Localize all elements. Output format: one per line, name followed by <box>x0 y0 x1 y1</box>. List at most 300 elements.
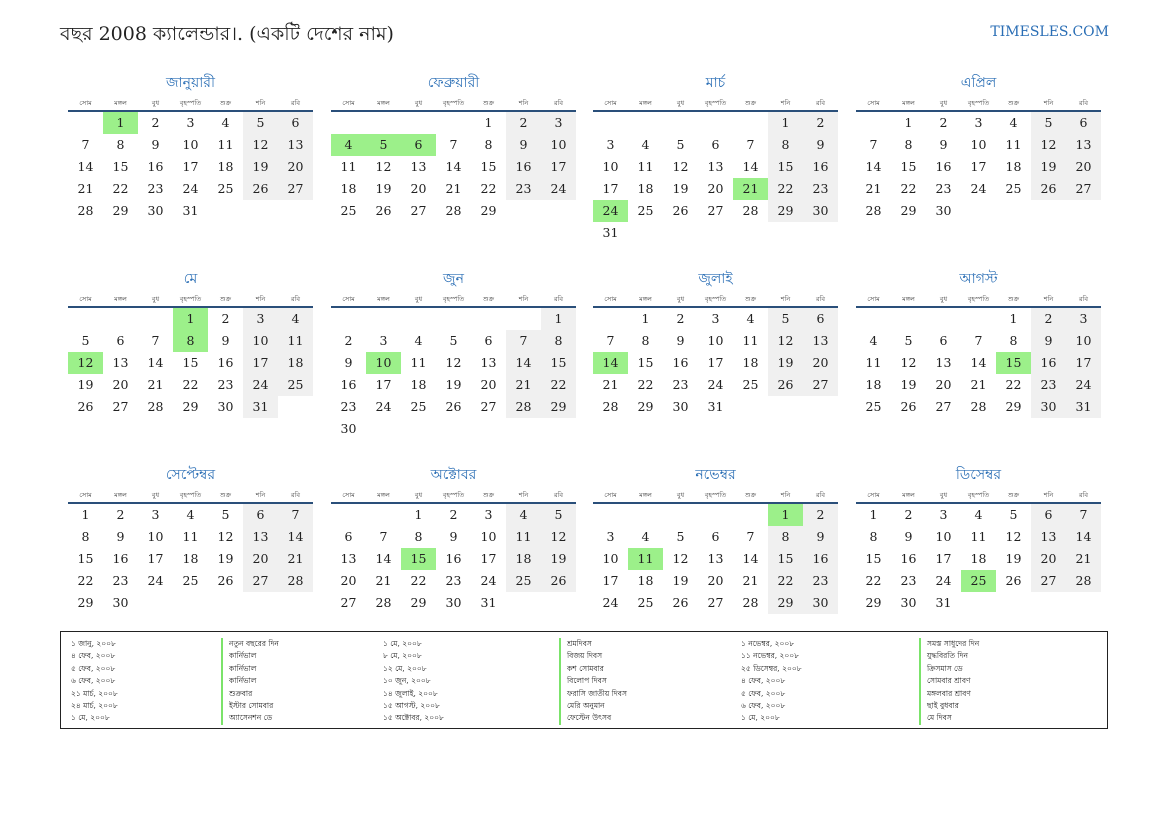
day-cell[interactable]: 28 <box>445 203 462 218</box>
day-cell[interactable]: 14 <box>865 159 882 174</box>
day-cell[interactable]: 12 <box>217 529 234 544</box>
day-cell[interactable]: 6 <box>243 504 278 526</box>
day-cell[interactable]: 11 <box>340 159 357 174</box>
day-cell[interactable]: 15 <box>541 352 576 374</box>
day-cell[interactable]: 26 <box>375 203 392 218</box>
day-cell[interactable]: 16 <box>1031 352 1066 374</box>
day-cell[interactable]: 29 <box>768 200 803 222</box>
day-cell[interactable]: 16 <box>803 156 838 178</box>
day-cell[interactable]: 14 <box>506 352 541 374</box>
day-cell[interactable]: 4 <box>506 504 541 526</box>
day-cell[interactable]: 27 <box>707 203 724 218</box>
holiday-day-cell[interactable]: 21 <box>733 178 768 200</box>
day-cell[interactable]: 26 <box>768 374 803 396</box>
day-cell[interactable]: 19 <box>672 573 689 588</box>
day-cell[interactable]: 25 <box>182 573 199 588</box>
day-cell[interactable]: 18 <box>637 181 654 196</box>
day-cell[interactable]: 24 <box>602 595 619 610</box>
day-cell[interactable]: 28 <box>602 399 619 414</box>
day-cell[interactable]: 21 <box>147 377 164 392</box>
day-cell[interactable]: 31 <box>935 595 952 610</box>
day-cell[interactable]: 1 <box>904 115 913 130</box>
day-cell[interactable]: 29 <box>637 399 654 414</box>
day-cell[interactable]: 14 <box>147 355 164 370</box>
day-cell[interactable]: 25 <box>865 399 882 414</box>
day-cell[interactable]: 26 <box>217 573 234 588</box>
day-cell[interactable]: 11 <box>742 333 759 348</box>
day-cell[interactable]: 25 <box>637 595 654 610</box>
day-cell[interactable]: 14 <box>278 526 313 548</box>
day-cell[interactable]: 12 <box>375 159 392 174</box>
day-cell[interactable]: 13 <box>707 159 724 174</box>
day-cell[interactable]: 5 <box>1009 507 1018 522</box>
holiday-day-cell[interactable]: 1 <box>768 504 803 526</box>
day-cell[interactable]: 6 <box>344 529 353 544</box>
day-cell[interactable]: 10 <box>480 529 497 544</box>
day-cell[interactable]: 21 <box>506 374 541 396</box>
day-cell[interactable]: 25 <box>278 374 313 396</box>
day-cell[interactable]: 7 <box>151 333 160 348</box>
day-cell[interactable]: 30 <box>147 203 164 218</box>
day-cell[interactable]: 14 <box>77 159 94 174</box>
day-cell[interactable]: 1 <box>414 507 423 522</box>
day-cell[interactable]: 6 <box>711 137 720 152</box>
holiday-day-cell[interactable]: 10 <box>366 352 401 374</box>
day-cell[interactable]: 24 <box>1066 374 1101 396</box>
day-cell[interactable]: 4 <box>186 507 195 522</box>
day-cell[interactable]: 16 <box>147 159 164 174</box>
day-cell[interactable]: 24 <box>480 573 497 588</box>
day-cell[interactable]: 13 <box>707 551 724 566</box>
day-cell[interactable]: 21 <box>602 377 619 392</box>
day-cell[interactable]: 16 <box>672 355 689 370</box>
day-cell[interactable]: 4 <box>974 507 983 522</box>
day-cell[interactable]: 26 <box>445 399 462 414</box>
day-cell[interactable]: 19 <box>77 377 94 392</box>
holiday-day-cell[interactable]: 1 <box>103 112 138 134</box>
day-cell[interactable]: 2 <box>676 311 685 326</box>
day-cell[interactable]: 2 <box>1031 308 1066 330</box>
day-cell[interactable]: 11 <box>865 355 882 370</box>
day-cell[interactable]: 1 <box>869 507 878 522</box>
day-cell[interactable]: 24 <box>375 399 392 414</box>
day-cell[interactable]: 25 <box>1005 181 1022 196</box>
day-cell[interactable]: 5 <box>904 333 913 348</box>
holiday-day-cell[interactable]: 6 <box>401 134 436 156</box>
day-cell[interactable]: 11 <box>410 355 427 370</box>
day-cell[interactable]: 6 <box>711 529 720 544</box>
holiday-day-cell[interactable]: 24 <box>593 200 628 222</box>
day-cell[interactable]: 13 <box>803 330 838 352</box>
day-cell[interactable]: 7 <box>379 529 388 544</box>
day-cell[interactable]: 30 <box>803 592 838 614</box>
day-cell[interactable]: 13 <box>935 355 952 370</box>
day-cell[interactable]: 16 <box>900 551 917 566</box>
day-cell[interactable]: 24 <box>707 377 724 392</box>
day-cell[interactable]: 10 <box>1066 330 1101 352</box>
day-cell[interactable]: 8 <box>484 137 493 152</box>
day-cell[interactable]: 4 <box>1009 115 1018 130</box>
day-cell[interactable]: 27 <box>480 399 497 414</box>
day-cell[interactable]: 27 <box>410 203 427 218</box>
day-cell[interactable]: 4 <box>746 311 755 326</box>
day-cell[interactable]: 15 <box>637 355 654 370</box>
day-cell[interactable]: 28 <box>1066 570 1101 592</box>
day-cell[interactable]: 23 <box>217 377 234 392</box>
day-cell[interactable]: 8 <box>414 529 423 544</box>
day-cell[interactable]: 18 <box>742 355 759 370</box>
day-cell[interactable]: 20 <box>1031 548 1066 570</box>
holiday-day-cell[interactable]: 4 <box>331 134 366 156</box>
day-cell[interactable]: 6 <box>939 333 948 348</box>
day-cell[interactable]: 3 <box>541 112 576 134</box>
day-cell[interactable]: 21 <box>1066 548 1101 570</box>
day-cell[interactable]: 14 <box>742 159 759 174</box>
day-cell[interactable]: 4 <box>278 308 313 330</box>
day-cell[interactable]: 8 <box>768 134 803 156</box>
day-cell[interactable]: 18 <box>410 377 427 392</box>
day-cell[interactable]: 24 <box>970 181 987 196</box>
day-cell[interactable]: 8 <box>768 526 803 548</box>
day-cell[interactable]: 2 <box>221 311 230 326</box>
day-cell[interactable]: 7 <box>746 529 755 544</box>
day-cell[interactable]: 9 <box>676 333 685 348</box>
day-cell[interactable]: 22 <box>865 573 882 588</box>
day-cell[interactable]: 15 <box>112 159 129 174</box>
day-cell[interactable]: 30 <box>803 200 838 222</box>
day-cell[interactable]: 7 <box>869 137 878 152</box>
day-cell[interactable]: 17 <box>375 377 392 392</box>
day-cell[interactable]: 18 <box>506 548 541 570</box>
day-cell[interactable]: 8 <box>904 137 913 152</box>
day-cell[interactable]: 24 <box>243 374 278 396</box>
day-cell[interactable]: 21 <box>970 377 987 392</box>
day-cell[interactable]: 3 <box>711 311 720 326</box>
day-cell[interactable]: 7 <box>1066 504 1101 526</box>
day-cell[interactable]: 2 <box>939 115 948 130</box>
day-cell[interactable]: 1 <box>81 507 90 522</box>
day-cell[interactable]: 17 <box>182 159 199 174</box>
day-cell[interactable]: 23 <box>1031 374 1066 396</box>
day-cell[interactable]: 6 <box>1031 504 1066 526</box>
day-cell[interactable]: 2 <box>803 112 838 134</box>
day-cell[interactable]: 5 <box>768 308 803 330</box>
day-cell[interactable]: 8 <box>869 529 878 544</box>
day-cell[interactable]: 5 <box>676 529 685 544</box>
day-cell[interactable]: 21 <box>77 181 94 196</box>
day-cell[interactable]: 3 <box>939 507 948 522</box>
day-cell[interactable]: 19 <box>541 548 576 570</box>
day-cell[interactable]: 17 <box>970 159 987 174</box>
day-cell[interactable]: 10 <box>935 529 952 544</box>
day-cell[interactable]: 26 <box>243 178 278 200</box>
day-cell[interactable]: 23 <box>340 399 357 414</box>
day-cell[interactable]: 16 <box>340 377 357 392</box>
day-cell[interactable]: 14 <box>742 551 759 566</box>
day-cell[interactable]: 11 <box>182 529 199 544</box>
day-cell[interactable]: 9 <box>344 355 353 370</box>
holiday-day-cell[interactable]: 11 <box>628 548 663 570</box>
day-cell[interactable]: 19 <box>672 181 689 196</box>
day-cell[interactable]: 31 <box>707 399 724 414</box>
day-cell[interactable]: 17 <box>1066 352 1101 374</box>
day-cell[interactable]: 3 <box>243 308 278 330</box>
day-cell[interactable]: 12 <box>541 526 576 548</box>
day-cell[interactable]: 16 <box>445 551 462 566</box>
day-cell[interactable]: 17 <box>147 551 164 566</box>
day-cell[interactable]: 30 <box>1031 396 1066 418</box>
day-cell[interactable]: 6 <box>278 112 313 134</box>
day-cell[interactable]: 20 <box>340 573 357 588</box>
day-cell[interactable]: 26 <box>672 203 689 218</box>
day-cell[interactable]: 3 <box>606 529 615 544</box>
day-cell[interactable]: 7 <box>746 137 755 152</box>
day-cell[interactable]: 16 <box>935 159 952 174</box>
day-cell[interactable]: 9 <box>939 137 948 152</box>
day-cell[interactable]: 5 <box>221 507 230 522</box>
day-cell[interactable]: 18 <box>865 377 882 392</box>
day-cell[interactable]: 27 <box>803 374 838 396</box>
day-cell[interactable]: 5 <box>243 112 278 134</box>
day-cell[interactable]: 30 <box>217 399 234 414</box>
day-cell[interactable]: 23 <box>506 178 541 200</box>
holiday-day-cell[interactable]: 1 <box>173 308 208 330</box>
day-cell[interactable]: 19 <box>900 377 917 392</box>
day-cell[interactable]: 22 <box>768 570 803 592</box>
day-cell[interactable]: 26 <box>1031 178 1066 200</box>
day-cell[interactable]: 16 <box>112 551 129 566</box>
day-cell[interactable]: 26 <box>1005 573 1022 588</box>
day-cell[interactable]: 29 <box>541 396 576 418</box>
day-cell[interactable]: 14 <box>375 551 392 566</box>
day-cell[interactable]: 1 <box>541 308 576 330</box>
day-cell[interactable]: 30 <box>445 595 462 610</box>
day-cell[interactable]: 17 <box>541 156 576 178</box>
day-cell[interactable]: 23 <box>147 181 164 196</box>
day-cell[interactable]: 18 <box>637 573 654 588</box>
day-cell[interactable]: 19 <box>1005 551 1022 566</box>
day-cell[interactable]: 9 <box>449 529 458 544</box>
day-cell[interactable]: 7 <box>449 137 458 152</box>
day-cell[interactable]: 18 <box>217 159 234 174</box>
day-cell[interactable]: 26 <box>900 399 917 414</box>
day-cell[interactable]: 28 <box>742 595 759 610</box>
day-cell[interactable]: 4 <box>641 137 650 152</box>
day-cell[interactable]: 29 <box>112 203 129 218</box>
day-cell[interactable]: 24 <box>182 181 199 196</box>
day-cell[interactable]: 25 <box>637 203 654 218</box>
day-cell[interactable]: 12 <box>1031 134 1066 156</box>
day-cell[interactable]: 26 <box>77 399 94 414</box>
day-cell[interactable]: 13 <box>480 355 497 370</box>
holiday-day-cell[interactable]: 15 <box>996 352 1031 374</box>
day-cell[interactable]: 7 <box>506 330 541 352</box>
day-cell[interactable]: 27 <box>112 399 129 414</box>
day-cell[interactable]: 10 <box>147 529 164 544</box>
day-cell[interactable]: 9 <box>803 134 838 156</box>
day-cell[interactable]: 6 <box>116 333 125 348</box>
holiday-day-cell[interactable]: 14 <box>593 352 628 374</box>
day-cell[interactable]: 25 <box>742 377 759 392</box>
day-cell[interactable]: 13 <box>1031 526 1066 548</box>
day-cell[interactable]: 29 <box>410 595 427 610</box>
day-cell[interactable]: 14 <box>970 355 987 370</box>
day-cell[interactable]: 13 <box>410 159 427 174</box>
day-cell[interactable]: 6 <box>1066 112 1101 134</box>
holiday-day-cell[interactable]: 8 <box>173 330 208 352</box>
day-cell[interactable]: 10 <box>182 137 199 152</box>
day-cell[interactable]: 9 <box>506 134 541 156</box>
day-cell[interactable]: 12 <box>1005 529 1022 544</box>
holiday-day-cell[interactable]: 5 <box>366 134 401 156</box>
day-cell[interactable]: 28 <box>278 570 313 592</box>
day-cell[interactable]: 24 <box>541 178 576 200</box>
day-cell[interactable]: 15 <box>768 156 803 178</box>
day-cell[interactable]: 31 <box>243 396 278 418</box>
day-cell[interactable]: 5 <box>81 333 90 348</box>
day-cell[interactable]: 20 <box>935 377 952 392</box>
day-cell[interactable]: 27 <box>243 570 278 592</box>
day-cell[interactable]: 11 <box>970 529 987 544</box>
day-cell[interactable]: 28 <box>742 203 759 218</box>
day-cell[interactable]: 17 <box>602 573 619 588</box>
day-cell[interactable]: 5 <box>1031 112 1066 134</box>
day-cell[interactable]: 10 <box>602 551 619 566</box>
day-cell[interactable]: 10 <box>541 134 576 156</box>
day-cell[interactable]: 9 <box>803 526 838 548</box>
day-cell[interactable]: 9 <box>221 333 230 348</box>
day-cell[interactable]: 1 <box>768 112 803 134</box>
day-cell[interactable]: 24 <box>935 573 952 588</box>
day-cell[interactable]: 28 <box>375 595 392 610</box>
day-cell[interactable]: 23 <box>445 573 462 588</box>
day-cell[interactable]: 19 <box>217 551 234 566</box>
day-cell[interactable]: 15 <box>480 159 497 174</box>
day-cell[interactable]: 7 <box>81 137 90 152</box>
day-cell[interactable]: 20 <box>707 181 724 196</box>
day-cell[interactable]: 18 <box>340 181 357 196</box>
day-cell[interactable]: 7 <box>974 333 983 348</box>
day-cell[interactable]: 11 <box>1005 137 1022 152</box>
day-cell[interactable]: 13 <box>112 355 129 370</box>
day-cell[interactable]: 10 <box>602 159 619 174</box>
day-cell[interactable]: 4 <box>641 529 650 544</box>
day-cell[interactable]: 4 <box>414 333 423 348</box>
day-cell[interactable]: 29 <box>480 203 497 218</box>
day-cell[interactable]: 6 <box>803 308 838 330</box>
day-cell[interactable]: 14 <box>1066 526 1101 548</box>
day-cell[interactable]: 25 <box>217 181 234 196</box>
day-cell[interactable]: 22 <box>77 573 94 588</box>
day-cell[interactable]: 9 <box>904 529 913 544</box>
day-cell[interactable]: 22 <box>637 377 654 392</box>
day-cell[interactable]: 17 <box>480 551 497 566</box>
day-cell[interactable]: 13 <box>243 526 278 548</box>
day-cell[interactable]: 20 <box>707 573 724 588</box>
day-cell[interactable]: 22 <box>480 181 497 196</box>
day-cell[interactable]: 23 <box>935 181 952 196</box>
day-cell[interactable]: 22 <box>182 377 199 392</box>
day-cell[interactable]: 3 <box>974 115 983 130</box>
day-cell[interactable]: 20 <box>410 181 427 196</box>
day-cell[interactable]: 23 <box>900 573 917 588</box>
day-cell[interactable]: 21 <box>742 573 759 588</box>
day-cell[interactable]: 30 <box>112 595 129 610</box>
day-cell[interactable]: 20 <box>480 377 497 392</box>
day-cell[interactable]: 8 <box>541 330 576 352</box>
day-cell[interactable]: 2 <box>116 507 125 522</box>
day-cell[interactable]: 5 <box>541 504 576 526</box>
day-cell[interactable]: 21 <box>375 573 392 588</box>
day-cell[interactable]: 10 <box>243 330 278 352</box>
day-cell[interactable]: 25 <box>506 570 541 592</box>
day-cell[interactable]: 26 <box>672 595 689 610</box>
day-cell[interactable]: 25 <box>340 203 357 218</box>
day-cell[interactable]: 19 <box>375 181 392 196</box>
day-cell[interactable]: 14 <box>445 159 462 174</box>
day-cell[interactable]: 21 <box>445 181 462 196</box>
day-cell[interactable]: 6 <box>484 333 493 348</box>
day-cell[interactable]: 19 <box>445 377 462 392</box>
day-cell[interactable]: 28 <box>77 203 94 218</box>
day-cell[interactable]: 27 <box>340 595 357 610</box>
day-cell[interactable]: 2 <box>449 507 458 522</box>
day-cell[interactable]: 27 <box>1066 178 1101 200</box>
holiday-day-cell[interactable]: 12 <box>68 352 103 374</box>
day-cell[interactable]: 13 <box>340 551 357 566</box>
day-cell[interactable]: 20 <box>243 548 278 570</box>
day-cell[interactable]: 20 <box>278 156 313 178</box>
day-cell[interactable]: 28 <box>865 203 882 218</box>
day-cell[interactable]: 8 <box>81 529 90 544</box>
day-cell[interactable]: 22 <box>112 181 129 196</box>
day-cell[interactable]: 22 <box>410 573 427 588</box>
day-cell[interactable]: 28 <box>506 396 541 418</box>
day-cell[interactable]: 23 <box>672 377 689 392</box>
holiday-day-cell[interactable]: 15 <box>401 548 436 570</box>
day-cell[interactable]: 8 <box>1009 333 1018 348</box>
day-cell[interactable]: 13 <box>1066 134 1101 156</box>
day-cell[interactable]: 4 <box>221 115 230 130</box>
day-cell[interactable]: 4 <box>869 333 878 348</box>
day-cell[interactable]: 10 <box>970 137 987 152</box>
day-cell[interactable]: 7 <box>606 333 615 348</box>
day-cell[interactable]: 19 <box>243 156 278 178</box>
day-cell[interactable]: 9 <box>1031 330 1066 352</box>
day-cell[interactable]: 3 <box>379 333 388 348</box>
day-cell[interactable]: 16 <box>506 156 541 178</box>
day-cell[interactable]: 18 <box>278 352 313 374</box>
day-cell[interactable]: 12 <box>445 355 462 370</box>
day-cell[interactable]: 30 <box>935 203 952 218</box>
day-cell[interactable]: 25 <box>410 399 427 414</box>
day-cell[interactable]: 3 <box>1066 308 1101 330</box>
day-cell[interactable]: 22 <box>900 181 917 196</box>
day-cell[interactable]: 27 <box>1031 570 1066 592</box>
day-cell[interactable]: 15 <box>182 355 199 370</box>
day-cell[interactable]: 23 <box>803 178 838 200</box>
day-cell[interactable]: 20 <box>803 352 838 374</box>
day-cell[interactable]: 18 <box>1005 159 1022 174</box>
day-cell[interactable]: 13 <box>278 134 313 156</box>
day-cell[interactable]: 12 <box>243 134 278 156</box>
day-cell[interactable]: 18 <box>970 551 987 566</box>
day-cell[interactable]: 15 <box>900 159 917 174</box>
day-cell[interactable]: 26 <box>541 570 576 592</box>
day-cell[interactable]: 12 <box>672 159 689 174</box>
day-cell[interactable]: 27 <box>278 178 313 200</box>
day-cell[interactable]: 15 <box>768 548 803 570</box>
